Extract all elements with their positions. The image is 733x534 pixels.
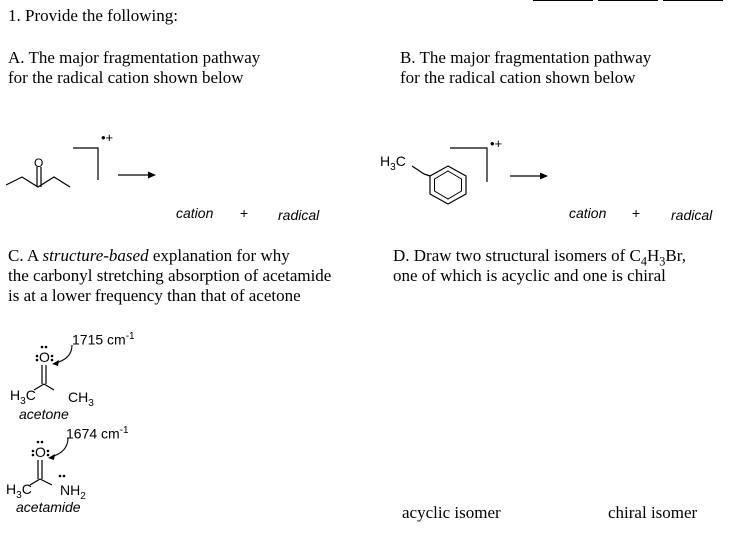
answer-blank-line <box>533 0 593 1</box>
part-d-line-2: one of which is acyclic and one is chiral <box>393 266 666 285</box>
ketone-skeleton <box>6 177 70 187</box>
acetamide-name: acetamide <box>16 499 81 515</box>
part-a-ketone-structure <box>0 125 160 195</box>
acetamide-oxygen: O <box>35 444 46 460</box>
arrow-head <box>52 360 59 366</box>
part-a-line-1: A. The major fragmentation pathway <box>8 48 261 67</box>
radical-cation-bracket <box>73 148 98 180</box>
lone-pair-dot <box>47 450 50 453</box>
lone-pair-dot <box>41 441 44 444</box>
arrow-head <box>540 173 548 180</box>
part-b-cation-label: cation <box>569 205 607 221</box>
acetone-left-group: $H_3C$ <box>10 387 36 407</box>
part-a-cation-label: cation <box>176 205 214 221</box>
part-a-radical-label: radical <box>278 207 320 223</box>
part-a-plus-sign: + <box>240 205 249 221</box>
right-bond <box>44 384 54 390</box>
part-a-line-2: for the radical cation shown below <box>8 68 244 87</box>
lone-pair-dot <box>36 359 39 362</box>
part-c-line-3: is at a lower frequency than that of acetone <box>8 286 301 305</box>
acyclic-isomer-label: acyclic isomer <box>402 503 501 522</box>
part-c-emphasis: structure-based <box>42 246 149 265</box>
part-d-line-1: D. Draw two structural isomers of $C_4H_3Br$, <box>393 246 686 269</box>
lone-pair-dot <box>32 450 35 453</box>
part-b-radical-cation-mark: •+ <box>490 136 503 151</box>
nitrogen-lone-pair-dot <box>59 475 62 478</box>
part-c-line-1-prefix: C. A <box>8 246 43 265</box>
curved-arrow <box>55 345 72 363</box>
lone-pair-dot <box>41 346 44 349</box>
curved-arrow <box>51 438 68 457</box>
benzene-inner-ring <box>435 171 462 199</box>
nitrogen-lone-pair-dot <box>63 475 66 478</box>
acetone-right-group: $CH_3$ <box>68 389 94 409</box>
arrow-head <box>148 172 156 179</box>
lone-pair-dot <box>36 355 39 358</box>
acetone-name: acetone <box>19 406 69 422</box>
acetamide-frequency: 1674 $cm^{-1}$ <box>66 425 129 442</box>
part-c-line-1-suffix: explanation for why <box>148 246 290 265</box>
question-header: 1. Provide the following: <box>8 6 178 25</box>
acetone-oxygen: O <box>39 349 50 365</box>
part-b-plus-sign: + <box>632 205 641 221</box>
acetamide-left-group: $H_3C$ <box>6 481 32 501</box>
answer-blank-line <box>598 0 658 1</box>
part-a-radical-cation-mark: •+ <box>101 130 114 145</box>
part-b-methyl-label: $H_3C$ <box>380 153 406 173</box>
lone-pair-dot <box>51 355 54 358</box>
part-c-line-1 <box>8 246 290 266</box>
lone-pair-dot <box>37 441 40 444</box>
part-b-radical-label: radical <box>671 207 713 223</box>
right-bond <box>40 479 52 485</box>
oxygen-atom: O <box>34 156 44 170</box>
lone-pair-dot <box>45 346 48 349</box>
benzene-ring <box>430 166 466 204</box>
ring-connector <box>424 174 430 176</box>
lone-pair-dot <box>51 359 54 362</box>
lone-pair-dot <box>47 454 50 457</box>
part-b-line-2: for the radical cation shown below <box>400 68 636 87</box>
chiral-isomer-label: chiral isomer <box>608 503 698 522</box>
part-b-line-1: B. The major fragmentation pathway <box>400 48 652 67</box>
part-c-line-2: the carbonyl stretching absorption of acetamide <box>8 266 332 285</box>
lone-pair-dot <box>32 454 35 457</box>
part-b-toluene-structure <box>400 130 570 210</box>
methyl-bond <box>412 166 424 174</box>
answer-blank-line <box>663 0 723 1</box>
radical-cation-bracket <box>450 148 487 182</box>
acetamide-right-group: $NH_2$ <box>60 482 86 502</box>
acetone-frequency: 1715 $cm^{-1}$ <box>72 331 135 348</box>
